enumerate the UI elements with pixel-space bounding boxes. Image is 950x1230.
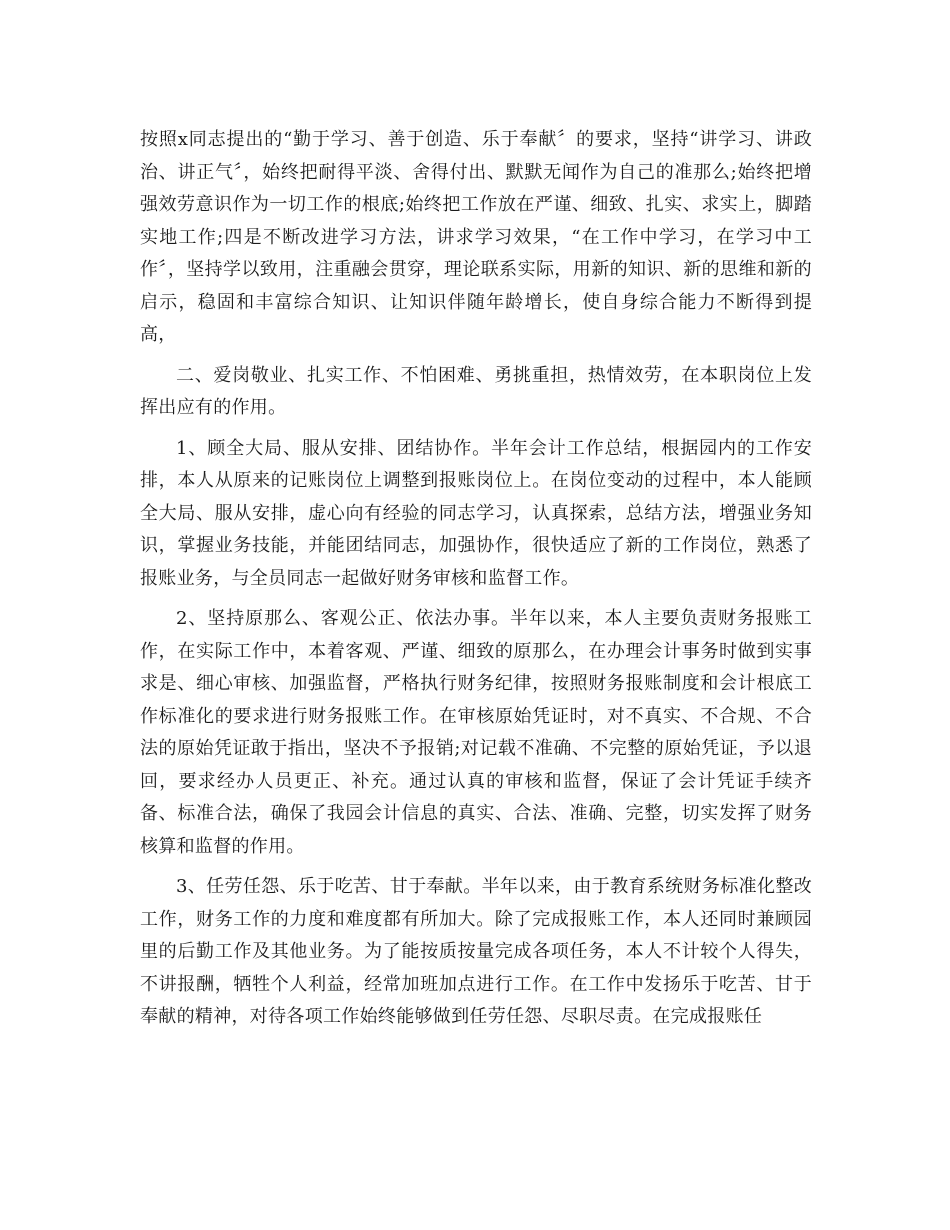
document-body: [140, 124, 812, 1034]
paragraph-item-2: 2、坚持原那么、客观公正、依法办事。半年以来，本人主要负责财务报账工作，在实际工作中，本着客观、严谨、细致的原那么，在办理会计事务时做到实事求是、细心审核、加强监督，严格执行财务纪律，按照财务报账制度和会计根底工作标准化的要求进行财务报账工作。在审核原始凭证时，对不真实、不合规、不合法的原始凭证敢于指出，坚决不予报销;对记载不准确、不完整的原始凭证，予以退回，要求经办人员更正、补充。通过认真的审核和监督，保证了会计凭证手续齐备、标准合法，确保了我园会计信息的真实、合法、准确、完整，切实发挥了财务核算和监督的作用。: [140, 608, 812, 857]
paragraph-item-1: 1、顾全大局、服从安排、团结协作。半年会计工作总结，根据园内的工作安排，本人从原来的记账岗位上调整到报账岗位上。在岗位变动的过程中，本人能顾全大局、服从安排，虚心向有经验的同志学习，认真探索，总结方法，增强业务知识，掌握业务技能，并能团结同志，加强协作，很快适应了新的工作岗位，熟悉了报账业务，与全员同志一起做好财务审核和监督工作。: [140, 437, 812, 589]
paragraph-item-3: 3、任劳任怨、乐于吃苦、甘于奉献。半年以来，由于教育系统财务标准化整改工作，财务工作的力度和难度都有所加大。除了完成报账工作，本人还同时兼顾园里的后勤工作及其他业务。为了能按质按量完成各项任务，本人不计较个人得失，不讲报酬，牺牲个人利益，经常加班加点进行工作。在工作中发扬乐于吃苦、甘于奉献的精神，对待各项工作始终能够做到任劳任怨、尽职尽责。在完成报账任: [140, 876, 812, 1027]
paragraph-section-two-heading: 二、爱岗敬业、扎实工作、不怕困难、勇挑重担，热情效劳，在本职岗位上发挥出应有的作用。: [140, 364, 812, 418]
paragraph-intro: 按照x同志提出的“勤于学习、善于创造、乐于奉献〞的要求，坚持“讲学习、讲政治、讲正气〞，始终把耐得平淡、舍得付出、默默无闻作为自己的准那么;始终把增强效劳意识作为一切工作的根底;始终把工作放在严谨、细致、扎实、求实上，脚踏实地工作;四是不断改进学习方法，讲求学习效果，“在工作中学习，在学习中工作〞，坚持学以致用，注重融会贯穿，理论联系实际，用新的知识、新的思维和新的启示，稳固和丰富综合知识、让知识伴随年龄增长，使自身综合能力不断得到提高，: [140, 129, 812, 345]
